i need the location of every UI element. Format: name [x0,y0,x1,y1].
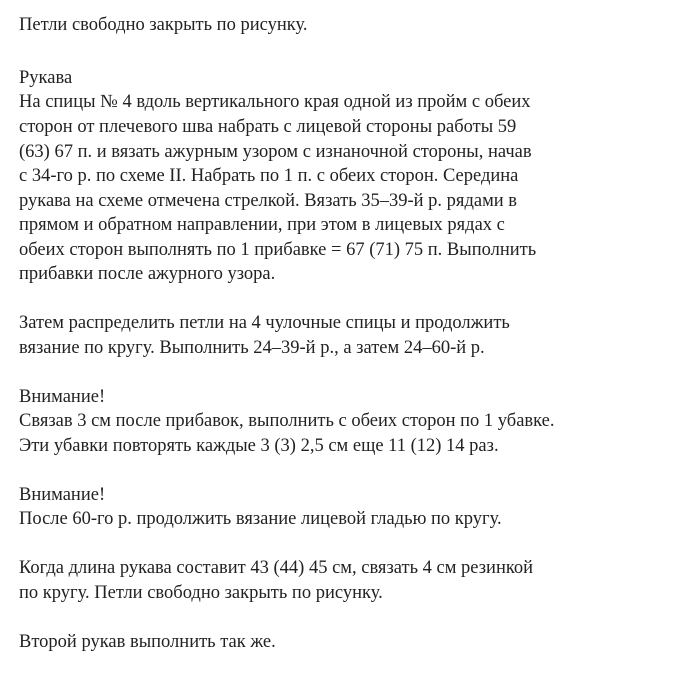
text-line: прибавки после ажурного узора. [19,264,276,284]
text-line: Когда длина рукава составит 43 (44) 45 см, связать 4 см резинкой [19,558,534,578]
text-line: После 60-го р. продолжить вязание лицевой гладью по кругу. [19,509,502,529]
text-line: по кругу. Петли свободно закрыть по рисунку. [19,583,383,603]
text-line: Эти убавки повторять каждые 3 (3) 2,5 см еще 11 (12) 14 раз. [19,436,499,456]
text-line: Связав 3 см после прибавок, выполнить с обеих сторон по 1 убавке. [19,411,555,431]
attention-heading: Внимание! [19,387,106,407]
text-line: Второй рукав выполнить так же. [19,632,276,652]
text-line: сторон от плечевого шва набрать с лицевой стороны работы 59 [19,117,517,137]
text-line: прямом и обратном направлении, при этом в лицевых рядах с [19,215,505,235]
text-line: с 34-го р. по схеме II. Набрать по 1 п. с обеих сторон. Середина [19,166,519,186]
text-line: (63) 67 п. и вязать ажурным узором с изнаночной стороны, начав [19,142,532,162]
text-line: вязание по кругу. Выполнить 24–39-й р., а затем 24–60-й р. [19,338,485,358]
text-line: Петли свободно закрыть по рисунку. [19,15,308,35]
section-heading-sleeves: Рукава [19,68,73,88]
text-line: обеих сторон выполнять по 1 прибавке = 67 (71) 75 п. Выполнить [19,240,537,260]
text-line: Затем распределить петли на 4 чулочные спицы и продолжить [19,313,510,333]
text-line: На спицы № 4 вдоль вертикального края одной из пройм с обеих [19,92,531,112]
attention-heading: Внимание! [19,485,106,505]
text-line: рукава на схеме отмечена стрелкой. Вязать 35–39-й р. рядами в [19,191,518,211]
